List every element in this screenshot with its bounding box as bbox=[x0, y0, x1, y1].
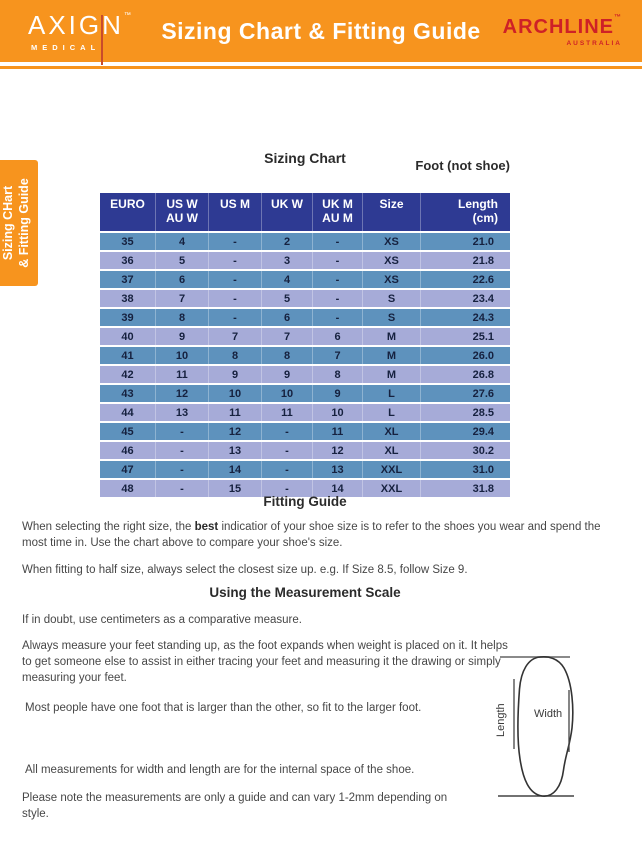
column-header: US W AU W bbox=[155, 193, 208, 231]
table-cell: - bbox=[312, 290, 362, 307]
table-cell: - bbox=[312, 252, 362, 269]
column-header: US M bbox=[208, 193, 261, 231]
header-bar bbox=[0, 0, 642, 62]
table-cell: 42 bbox=[100, 366, 155, 383]
table-cell: XL bbox=[362, 423, 420, 440]
table-cell: 28.5 bbox=[420, 404, 510, 421]
table-cell: 10 bbox=[261, 385, 312, 402]
table-cell: - bbox=[208, 309, 261, 326]
table-cell: 6 bbox=[261, 309, 312, 326]
foot-measurement-diagram bbox=[488, 645, 640, 807]
table-cell: - bbox=[312, 233, 362, 250]
table-cell: 22.6 bbox=[420, 271, 510, 288]
table-cell: 7 bbox=[261, 328, 312, 345]
table-cell: 6 bbox=[312, 328, 362, 345]
measurement-paragraph-4: All measurements for width and length are for the internal space of the shoe. bbox=[25, 764, 415, 776]
table-row bbox=[100, 404, 510, 421]
table-cell: M bbox=[362, 366, 420, 383]
table-cell: 40 bbox=[100, 328, 155, 345]
table-cell: 9 bbox=[208, 366, 261, 383]
column-header: Size bbox=[362, 193, 420, 231]
table-cell: - bbox=[155, 461, 208, 478]
archline-wordmark bbox=[503, 16, 622, 39]
table-cell: 44 bbox=[100, 404, 155, 421]
table-cell: 48 bbox=[100, 480, 155, 497]
table-cell: 14 bbox=[312, 480, 362, 497]
measurement-paragraph-1: If in doubt, use centimeters as a comparative measure. bbox=[22, 614, 302, 626]
table-cell: - bbox=[155, 423, 208, 440]
table-cell: - bbox=[155, 480, 208, 497]
length-label: Length bbox=[495, 703, 507, 737]
table-cell: 26.8 bbox=[420, 366, 510, 383]
page-title: Sizing Chart & Fitting Guide bbox=[161, 18, 481, 44]
fg-p1-suffix: indicatior of your shoe size is to refer to the shoes you wear and spend the most time in. Use the chart above to compare your shoe's size. bbox=[22, 521, 601, 549]
table-cell: - bbox=[261, 442, 312, 459]
width-label: Width bbox=[534, 708, 563, 720]
table-row bbox=[100, 328, 510, 345]
table-cell: M bbox=[362, 328, 420, 345]
table-cell: L bbox=[362, 404, 420, 421]
table-cell: 38 bbox=[100, 290, 155, 307]
measurement-scale-title: Using the Measurement Scale bbox=[209, 585, 401, 600]
table-cell: - bbox=[261, 461, 312, 478]
table-cell: XS bbox=[362, 271, 420, 288]
table-cell: 39 bbox=[100, 309, 155, 326]
table-cell: M bbox=[362, 347, 420, 364]
table-row bbox=[100, 290, 510, 307]
table-cell: XL bbox=[362, 442, 420, 459]
fitting-guide-paragraph-2: When fitting to half size, always select the closest size up. e.g. If Size 8.5, follow Size 9. bbox=[22, 564, 468, 576]
table-row bbox=[100, 385, 510, 402]
axign-wordmark bbox=[28, 10, 138, 41]
table-cell: 31.0 bbox=[420, 461, 510, 478]
axign-subtitle: MEDICAL bbox=[31, 43, 101, 52]
side-tab-label-line2: & Fitting Guide bbox=[17, 178, 31, 268]
table-row bbox=[100, 252, 510, 269]
table-cell: 4 bbox=[261, 271, 312, 288]
side-tab-label-line1: Sizing CHart bbox=[1, 185, 15, 261]
table-cell: 11 bbox=[155, 366, 208, 383]
table-cell: 9 bbox=[312, 385, 362, 402]
table-cell: 10 bbox=[312, 404, 362, 421]
table-cell: - bbox=[208, 290, 261, 307]
measurement-paragraph-5: Please note the measurements are only a guide and can vary 1-2mm depending on style. bbox=[22, 792, 448, 820]
table-cell: 10 bbox=[208, 385, 261, 402]
table-cell: XS bbox=[362, 233, 420, 250]
table-cell: 11 bbox=[261, 404, 312, 421]
table-cell: 47 bbox=[100, 461, 155, 478]
table-cell: 11 bbox=[312, 423, 362, 440]
column-header: Length (cm) bbox=[420, 193, 510, 231]
table-cell: 26.0 bbox=[420, 347, 510, 364]
table-cell: S bbox=[362, 290, 420, 307]
archline-logo bbox=[503, 16, 622, 47]
table-cell: 21.0 bbox=[420, 233, 510, 250]
table-cell: 30.2 bbox=[420, 442, 510, 459]
header-rule bbox=[0, 66, 642, 69]
archline-subtitle: AUSTRALIA bbox=[566, 40, 622, 47]
table-cell: 8 bbox=[208, 347, 261, 364]
table-cell: 46 bbox=[100, 442, 155, 459]
table-cell: 27.6 bbox=[420, 385, 510, 402]
table-cell: 21.8 bbox=[420, 252, 510, 269]
table-cell: XXL bbox=[362, 480, 420, 497]
fg-p1-prefix: When selecting the right size, the bbox=[22, 521, 195, 533]
table-cell: 8 bbox=[312, 366, 362, 383]
table-cell: 12 bbox=[312, 442, 362, 459]
fitting-guide-paragraph-1 bbox=[22, 519, 622, 551]
table-cell: 2 bbox=[261, 233, 312, 250]
table-cell: - bbox=[208, 233, 261, 250]
table-cell: 12 bbox=[208, 423, 261, 440]
table-cell: 10 bbox=[155, 347, 208, 364]
table-cell: 13 bbox=[208, 442, 261, 459]
table-cell: 7 bbox=[155, 290, 208, 307]
table-cell: 24.3 bbox=[420, 309, 510, 326]
axign-logo bbox=[28, 10, 138, 52]
axign-name: AXIGN bbox=[28, 10, 124, 40]
table-cell: 4 bbox=[155, 233, 208, 250]
table-cell: - bbox=[208, 252, 261, 269]
table-cell: 37 bbox=[100, 271, 155, 288]
archline-name: ARCHLINE bbox=[502, 16, 614, 38]
foot-outline bbox=[518, 657, 573, 796]
table-cell: 11 bbox=[208, 404, 261, 421]
table-cell: 7 bbox=[312, 347, 362, 364]
table-cell: 43 bbox=[100, 385, 155, 402]
fg-p1-bold: best bbox=[194, 521, 219, 533]
sizing-chart-title: Sizing Chart bbox=[264, 150, 346, 166]
table-cell: 3 bbox=[261, 252, 312, 269]
table-cell: 9 bbox=[261, 366, 312, 383]
table-row bbox=[100, 423, 510, 440]
table-cell: - bbox=[261, 480, 312, 497]
sizing-chart-section bbox=[100, 150, 510, 499]
table-cell: 13 bbox=[312, 461, 362, 478]
table-cell: 9 bbox=[155, 328, 208, 345]
table-cell: - bbox=[312, 309, 362, 326]
table-cell: 45 bbox=[100, 423, 155, 440]
table-cell: S bbox=[362, 309, 420, 326]
column-header: EURO bbox=[100, 193, 155, 231]
table-row bbox=[100, 461, 510, 478]
table-cell: 7 bbox=[208, 328, 261, 345]
table-cell: - bbox=[261, 423, 312, 440]
table-cell: 41 bbox=[100, 347, 155, 364]
table-row bbox=[100, 442, 510, 459]
table-cell: - bbox=[155, 442, 208, 459]
fitting-guide-title: Fitting Guide bbox=[263, 494, 347, 509]
table-row bbox=[100, 233, 510, 250]
table-cell: 31.8 bbox=[420, 480, 510, 497]
table-cell: 35 bbox=[100, 233, 155, 250]
side-tab-sizing-chart bbox=[0, 160, 38, 286]
table-cell: XS bbox=[362, 252, 420, 269]
table-cell: 8 bbox=[261, 347, 312, 364]
table-cell: 25.1 bbox=[420, 328, 510, 345]
table-row bbox=[100, 347, 510, 364]
table-cell: - bbox=[208, 271, 261, 288]
archline-tm: ™ bbox=[614, 14, 622, 21]
table-cell: 14 bbox=[208, 461, 261, 478]
table-cell: 15 bbox=[208, 480, 261, 497]
table-cell: 5 bbox=[155, 252, 208, 269]
table-cell: 13 bbox=[155, 404, 208, 421]
sizing-table-head-row bbox=[100, 193, 510, 231]
measurement-paragraph-2: Always measure your feet standing up, as the foot expands when weight is placed on it. It helps to get someone else to assist in either tracing your feet and measuring it the drawing or simply measuring your feet. bbox=[22, 640, 508, 684]
table-cell: - bbox=[312, 271, 362, 288]
side-tab-label bbox=[0, 154, 38, 292]
sizing-table bbox=[100, 191, 510, 499]
table-cell: XXL bbox=[362, 461, 420, 478]
column-header: UK W bbox=[261, 193, 312, 231]
table-row bbox=[100, 366, 510, 383]
foot-not-shoe-note: Foot (not shoe) bbox=[415, 158, 510, 173]
table-cell: 12 bbox=[155, 385, 208, 402]
table-cell: L bbox=[362, 385, 420, 402]
table-cell: 5 bbox=[261, 290, 312, 307]
axign-tm: ™ bbox=[123, 12, 134, 19]
table-cell: 36 bbox=[100, 252, 155, 269]
sizing-table-body bbox=[100, 233, 510, 497]
table-cell: 29.4 bbox=[420, 423, 510, 440]
column-header: UK M AU M bbox=[312, 193, 362, 231]
table-cell: 8 bbox=[155, 309, 208, 326]
table-row bbox=[100, 271, 510, 288]
table-cell: 6 bbox=[155, 271, 208, 288]
table-row bbox=[100, 309, 510, 326]
table-cell: 23.4 bbox=[420, 290, 510, 307]
measurement-paragraph-3: Most people have one foot that is larger than the other, so fit to the larger foot. bbox=[25, 702, 422, 714]
